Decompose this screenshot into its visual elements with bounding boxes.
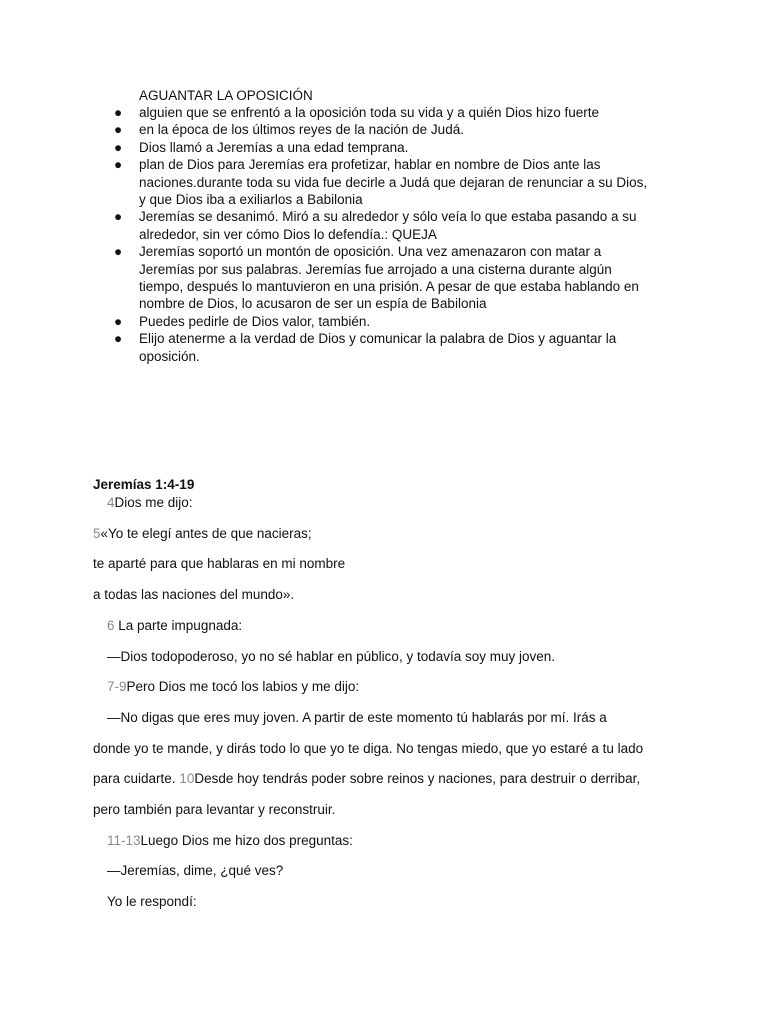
- verse-text: a todas las naciones del mundo».: [93, 587, 295, 602]
- list-item-text: Dios llamó a Jeremías a una edad temprana.: [139, 139, 409, 155]
- verse-line: [107, 832, 353, 849]
- verse-number: 5: [93, 526, 101, 541]
- verse-text: te aparté para que hablaras en mi nombre: [93, 556, 346, 571]
- list-item-text: alguien que se enfrentó a la oposición toda su vida y a quién Dios hizo fuerte: [139, 105, 600, 120]
- verse-text: Yo le respondí:: [107, 894, 197, 909]
- verse-line: [93, 586, 294, 603]
- verse-text: Desde hoy tendrás poder sobre reinos y naciones, para destruir o derribar,: [194, 771, 641, 786]
- verse-number: 6: [107, 618, 115, 633]
- verse-text: pero también para levantar y reconstruir.: [93, 802, 336, 817]
- list-item-text: Jeremías se desanimó. Miró a su alrededor y sólo veía lo que estaba pasando a su alrededor, sin ver cómo Dios lo defendía.: QUEJA: [139, 209, 637, 242]
- verse-number: 11-13: [107, 833, 141, 848]
- list-item-text: Jeremías soportó un montón de oposición. Una vez amenazaron con matar a Jeremías por sus palabras. Jeremías fue arrojado a una cisterna durante algún tiempo, después lo mantuvieron en una prisión. A pesar de que estaba hablando en nombre de Dios, lo acusaron de ser un espía de Babilonia: [139, 244, 639, 312]
- bullet-icon: ●: [114, 139, 123, 155]
- verse-line: [107, 893, 197, 910]
- bullet-list: [114, 104, 654, 365]
- bullet-icon: ●: [114, 331, 123, 347]
- bullet-icon: ●: [114, 105, 123, 120]
- verse-text: —Dios todopoderoso, yo no sé hablar en público, y todavía soy muy joven.: [107, 649, 556, 664]
- bullet-icon: ●: [114, 209, 123, 225]
- verse-line: [93, 555, 345, 572]
- list-item-text: plan de Dios para Jeremías era profetizar, hablar en nombre de Dios ante las naciones.durante toda su vida fue decirle a Judá que dejaran de renunciar a su Dios, y que Dios iba a exiliarlos a Babilonia: [139, 157, 648, 208]
- list-item: [114, 156, 654, 208]
- verse-line: [107, 648, 555, 665]
- verse-number: 7-9: [107, 679, 127, 694]
- verse-line: [93, 525, 312, 542]
- verse-line: [93, 740, 643, 757]
- verse-line: [107, 494, 193, 511]
- verse-line: [107, 862, 283, 879]
- verse-text: La parte impugnada:: [114, 618, 243, 633]
- verse-line: [107, 617, 242, 634]
- bullet-icon: ●: [114, 122, 123, 138]
- list-item: [114, 104, 654, 121]
- bullet-icon: ●: [114, 313, 123, 329]
- verse-number: 4: [107, 495, 115, 510]
- list-item: [114, 330, 654, 365]
- verse-text: donde yo te mande, y dirás todo lo que yo te diga. No tengas miedo, que yo estaré a tu lado: [93, 741, 644, 756]
- list-item: [114, 313, 654, 330]
- verse-line: [93, 801, 335, 818]
- verse-text: para cuidarte.: [93, 771, 180, 786]
- list-item-text: en la época de los últimos reyes de la nación de Judá.: [139, 122, 464, 138]
- verse-text: Luego Dios me hizo dos preguntas:: [140, 833, 353, 848]
- verse-line: [107, 709, 607, 726]
- verse-line: [107, 678, 359, 695]
- list-item-text: Elijo atenerme a la verdad de Dios y comunicar la palabra de Dios y aguantar la oposición.: [139, 331, 617, 364]
- list-item: [114, 139, 654, 156]
- scripture-reference-title: Jeremías 1:4-19: [93, 477, 195, 492]
- verse-text: —No digas que eres muy joven. A partir de este momento tú hablarás por mí. Irás a: [107, 710, 607, 725]
- list-item: [114, 121, 654, 138]
- verse-text: Pero Dios me tocó los labios y me dijo:: [126, 679, 360, 694]
- verse-text: Dios me dijo:: [114, 495, 193, 510]
- verse-line: [93, 770, 640, 787]
- list-item: [114, 208, 654, 243]
- list-item: [114, 243, 654, 313]
- verse-text: —Jeremías, dime, ¿qué ves?: [107, 863, 284, 878]
- bullet-icon: ●: [114, 157, 123, 173]
- verse-number: 10: [179, 771, 195, 786]
- verse-text: «Yo te elegí antes de que nacieras;: [100, 526, 312, 541]
- section-heading: AGUANTAR LA OPOSICIÓN: [139, 88, 313, 103]
- bullet-icon: ●: [114, 244, 123, 260]
- list-item-text: Puedes pedirle de Dios valor, también.: [139, 313, 371, 329]
